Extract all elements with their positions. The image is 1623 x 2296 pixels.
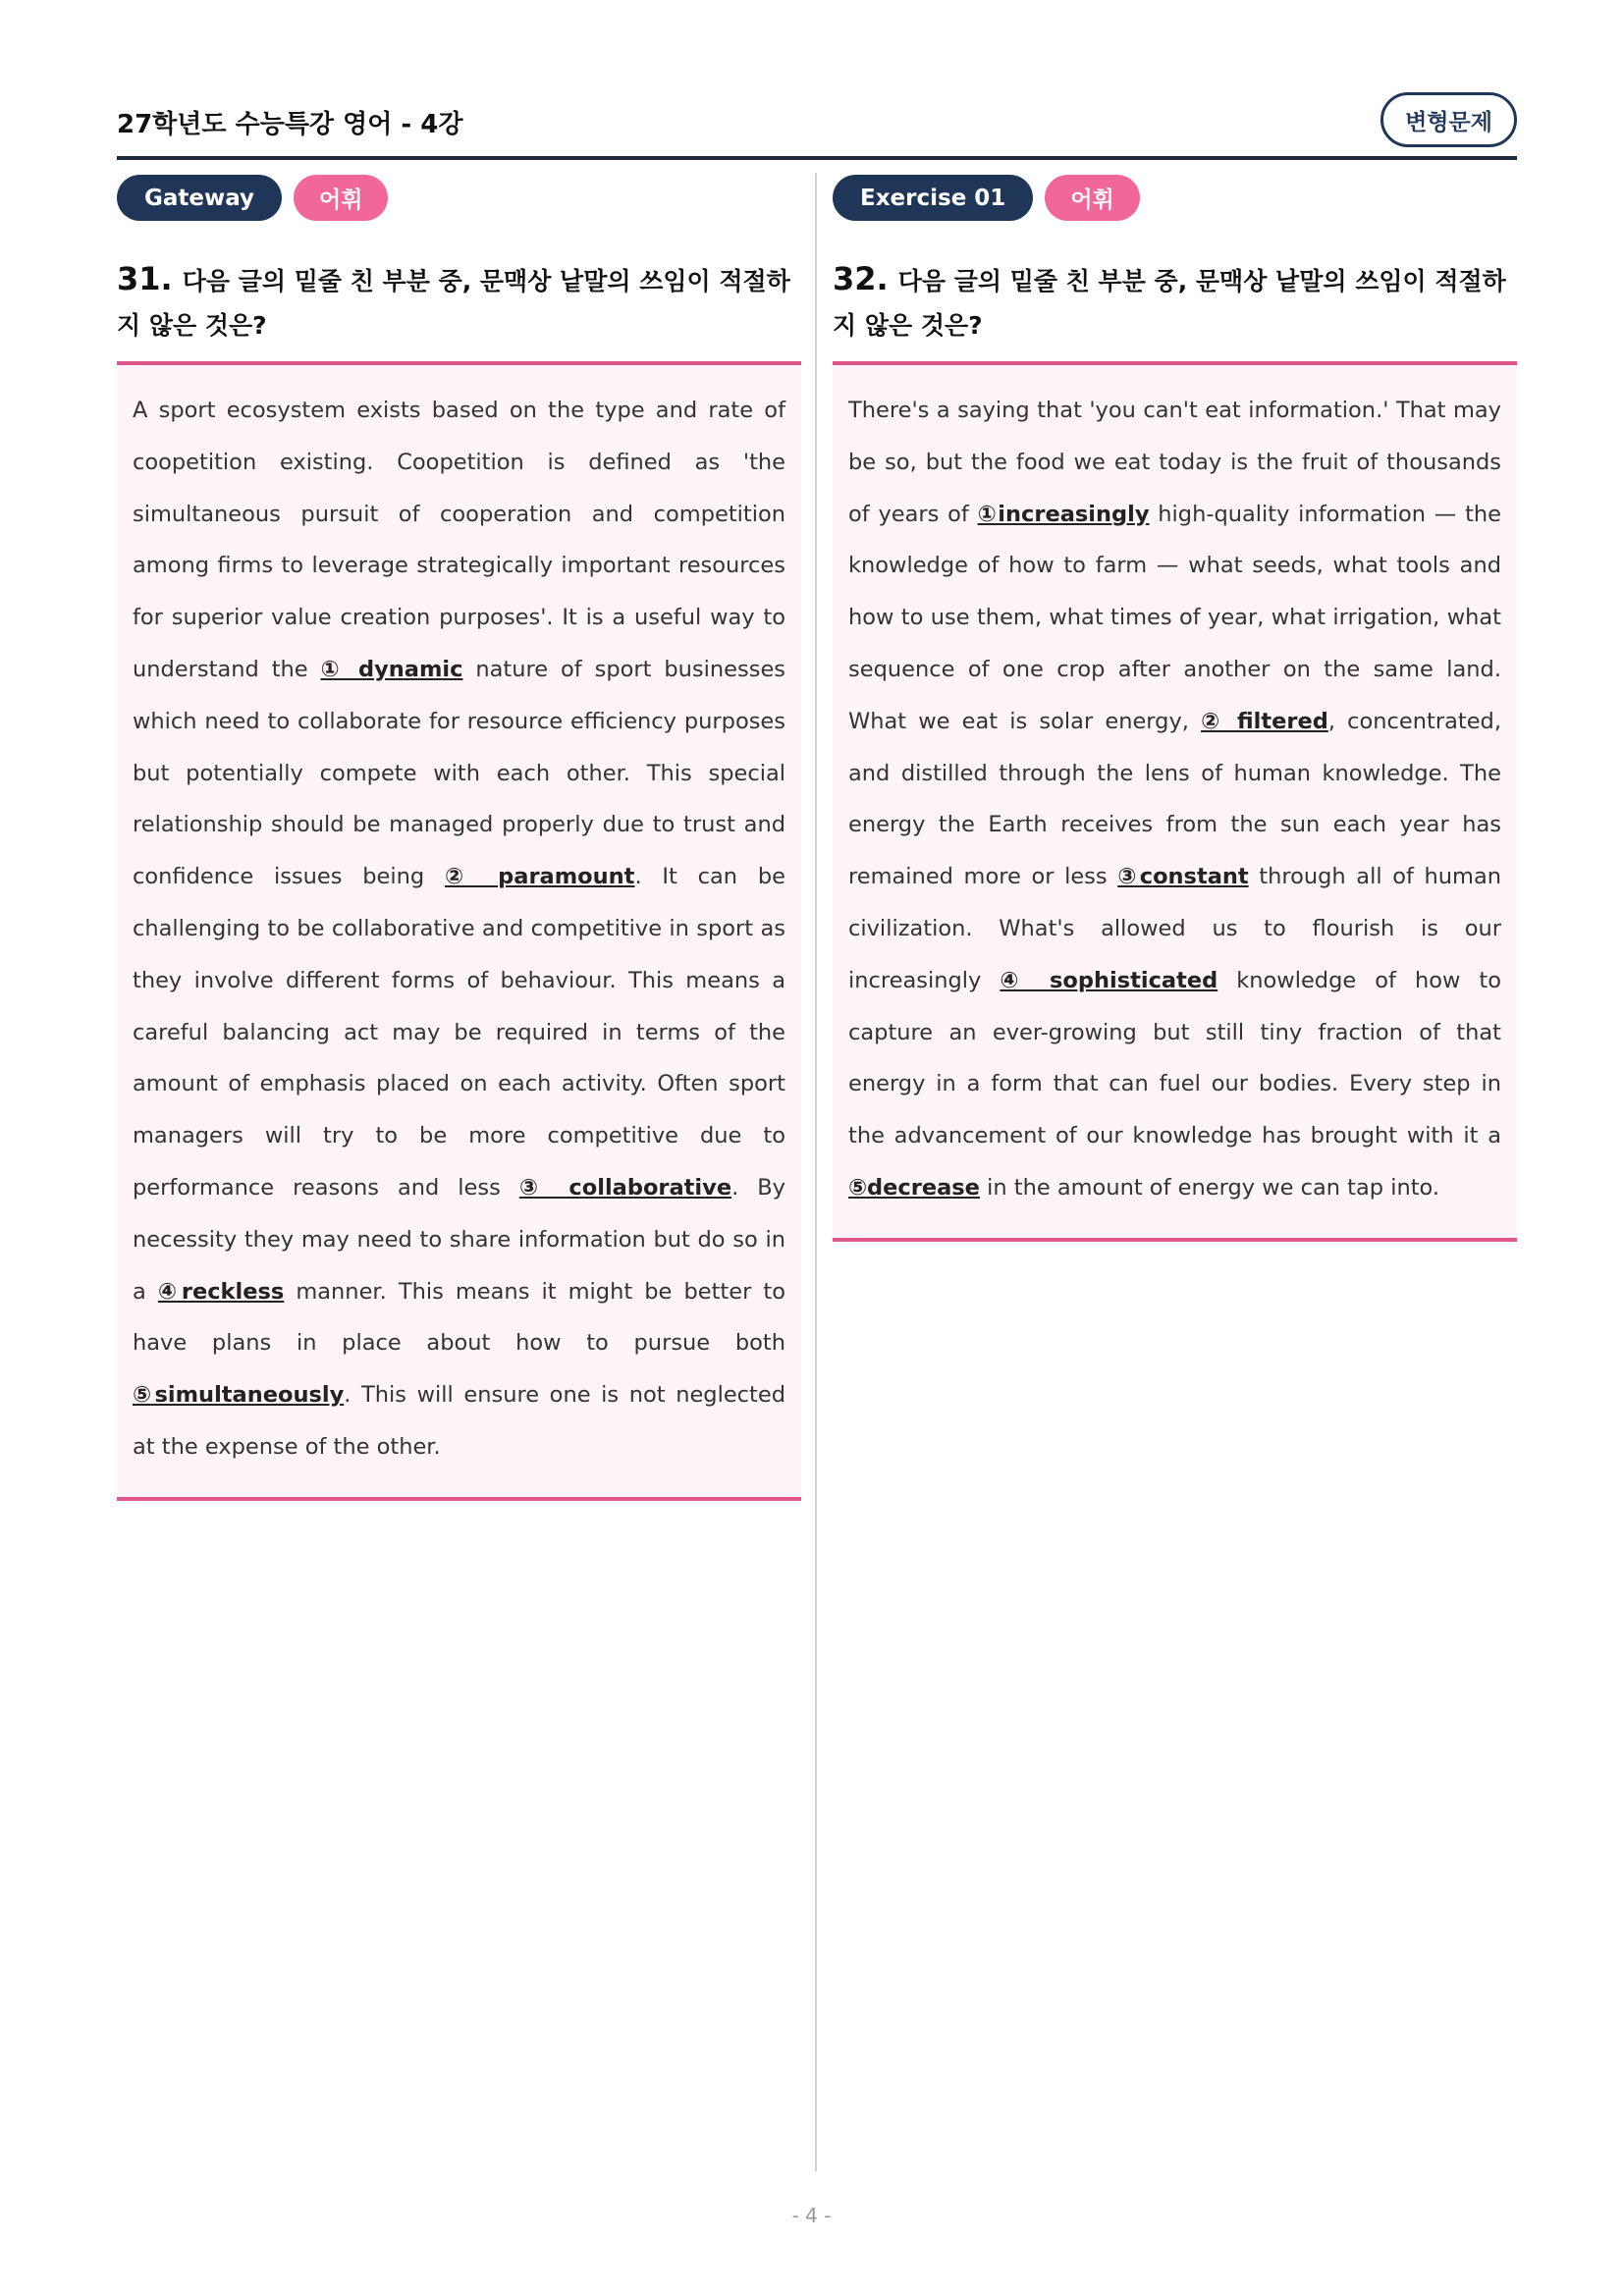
passage-text: high-quality information — the knowledge of how to farm — what seeds, what tools and how to use them, what times of year, what irrigation, what sequence of one crop after another on the same land. What we eat is solar energy, bbox=[848, 501, 1502, 734]
gateway-tag: Gateway bbox=[117, 175, 282, 221]
exercise-tag: Exercise 01 bbox=[833, 175, 1033, 221]
passage-text: knowledge of how to capture an ever-growing but still tiny fraction of that energy in a form that can fuel our bodies. Every step in the advancement of our knowledge has brought with it a bbox=[848, 967, 1501, 1149]
question-number: 32. bbox=[833, 260, 889, 297]
question-text: 다음 글의 밑줄 친 부분 중, 문맥상 낱말의 쓰임이 적절하지 않은 것은? bbox=[833, 267, 1506, 340]
passage-text: in the amount of energy we can tap into. bbox=[979, 1174, 1440, 1201]
page-header bbox=[117, 92, 1517, 161]
passage-text: There's a saying that 'you can't eat information.' That may be so, but the food we eat today is the fruit of thousands of years of bbox=[848, 398, 1501, 527]
passage-31 bbox=[117, 365, 801, 1497]
vocabulary-tag: 어휘 bbox=[1045, 175, 1139, 221]
choice-3: ③ collaborative bbox=[518, 1174, 732, 1201]
passage-text: A sport ecosystem exists based on the type and rate of coopetition existing. Coopetition is defined as 'the simultaneous pursuit of cooperation and competition among firms to leverage strategically important resources for superior value creation purposes'. It is a useful way to understand the bbox=[133, 398, 785, 682]
passage-text: . By necessity they may need to share information but do so in a bbox=[133, 1174, 785, 1305]
page-number: - 4 - bbox=[791, 2204, 832, 2227]
header-rule bbox=[117, 156, 1517, 160]
choice-1: ① dynamic bbox=[320, 656, 463, 682]
passage-text: manner. This means it might be better to have plans in place about how to pursue both bbox=[133, 1278, 785, 1357]
passage-32 bbox=[833, 365, 1517, 1238]
choice-3: ③constant bbox=[1117, 864, 1249, 890]
left-tags bbox=[117, 175, 801, 222]
vocabulary-tag: 어휘 bbox=[294, 175, 388, 221]
right-column bbox=[833, 175, 1517, 1242]
passage-text: nature of sport businesses which need to collaborate for resource efficiency purposes but potentially compete with each other. This special relationship should be managed properly due to trust and confidence issues being bbox=[133, 656, 786, 890]
choice-1: ①increasingly bbox=[977, 501, 1150, 527]
passage-rule bbox=[117, 1497, 801, 1501]
passage-text: . This will ensure one is not neglected at the expense of the other. bbox=[133, 1382, 786, 1460]
choice-4: ④reckless bbox=[157, 1278, 285, 1305]
choice-2: ② paramount bbox=[445, 864, 635, 890]
question-number: 31. bbox=[117, 260, 173, 297]
header-title: 27학년도 수능특강 영어 - 4강 bbox=[117, 110, 463, 139]
passage-text: . It can be challenging to be collaborative and competitive in sport as they involve different forms of behaviour. This means a careful balancing act may be required in terms of the amount of emphasis placed on each activity. Often sport managers will try to be more competitive due to performance reasons and less bbox=[133, 864, 785, 1201]
column-divider bbox=[815, 173, 817, 2171]
choice-2: ② filtered bbox=[1201, 708, 1328, 734]
choice-4: ④ sophisticated bbox=[1000, 967, 1218, 993]
choice-5: ⑤decrease bbox=[848, 1174, 980, 1201]
passage-text: through all of human civilization. What's allowed us to flourish is our increasingly bbox=[848, 864, 1501, 993]
passage-rule bbox=[833, 1238, 1517, 1242]
question-text: 다음 글의 밑줄 친 부분 중, 문맥상 낱말의 쓰임이 적절하지 않은 것은? bbox=[117, 267, 790, 340]
left-column bbox=[117, 175, 801, 1501]
question-31 bbox=[117, 257, 801, 347]
question-32 bbox=[833, 257, 1517, 347]
choice-5: ⑤simultaneously bbox=[133, 1382, 345, 1409]
passage-text: , concentrated, and distilled through the lens of human knowledge. The energy the Earth receives from the sun each year has remained more or less bbox=[848, 708, 1501, 890]
variant-badge: 변형문제 bbox=[1380, 92, 1517, 147]
right-tags bbox=[833, 175, 1517, 222]
